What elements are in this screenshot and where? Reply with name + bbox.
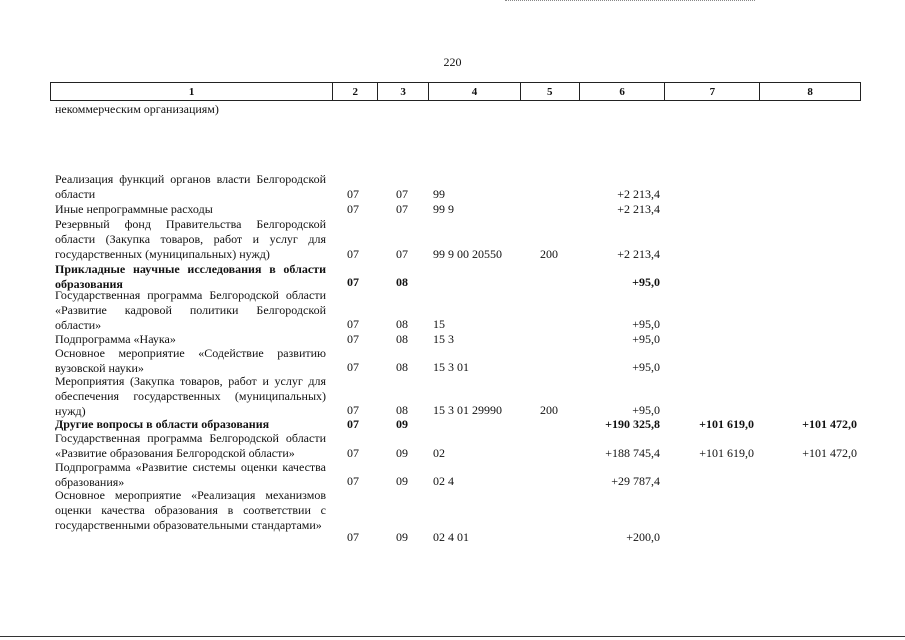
row-c6: +2 213,4 <box>617 187 660 201</box>
row-description: Реализация функций органов власти Белгородской области <box>55 172 326 201</box>
row-c2: 07 <box>347 275 359 289</box>
header-col-4: 4 <box>429 83 521 100</box>
row-c3: 08 <box>396 403 408 417</box>
row-c4: 15 <box>433 317 445 331</box>
row-c6: +2 213,4 <box>617 247 660 261</box>
header-col-3: 3 <box>378 83 429 100</box>
header-col-5: 5 <box>521 83 580 100</box>
page-number: 220 <box>443 55 462 69</box>
row-c4: 02 <box>433 446 445 460</box>
row-c4: 15 3 01 <box>433 360 469 374</box>
continuation-text: некоммерческим организациям) <box>55 102 219 116</box>
row-description: Резервный фонд Правительства Белгородской области (Закупка товаров, работ и услуг для государственных (муниципальных) нужд) <box>55 217 326 261</box>
row-description: Подпрограмма «Наука» <box>55 332 176 346</box>
row-c2: 07 <box>347 360 359 374</box>
header-col-7: 7 <box>665 83 760 100</box>
row-c3: 08 <box>396 360 408 374</box>
row-c4: 99 9 <box>433 202 454 216</box>
row-c6: +29 787,4 <box>611 474 660 488</box>
row-c6: +95,0 <box>632 360 660 374</box>
row-c2: 07 <box>347 403 359 417</box>
row-c2: 07 <box>347 202 359 216</box>
row-c3: 07 <box>396 247 408 261</box>
row-c4: 02 4 <box>433 474 454 488</box>
row-c5: 200 <box>540 247 558 261</box>
top-scan-line <box>505 0 755 3</box>
row-c3: 07 <box>396 187 408 201</box>
table-header <box>50 82 861 101</box>
row-c6: +95,0 <box>632 317 660 331</box>
row-c4: 02 4 01 <box>433 530 469 544</box>
row-c3: 07 <box>396 202 408 216</box>
row-description: Государственная программа Белгородской области «Развитие кадровой политики Белгородской области» <box>55 288 326 332</box>
row-c3: 08 <box>396 332 408 346</box>
row-c6: +200,0 <box>626 530 660 544</box>
row-c2: 07 <box>347 446 359 460</box>
row-c2: 07 <box>347 332 359 346</box>
row-c6: +95,0 <box>632 332 660 346</box>
bottom-scan-line <box>0 636 905 637</box>
row-description: Иные непрограммные расходы <box>55 202 213 216</box>
row-c2: 07 <box>347 530 359 544</box>
row-c3: 09 <box>396 474 408 488</box>
row-c3: 09 <box>396 530 408 544</box>
row-c6: +95,0 <box>632 403 660 417</box>
row-c8: +101 472,0 <box>802 417 857 431</box>
row-c5: 200 <box>540 403 558 417</box>
row-c3: 09 <box>396 446 408 460</box>
header-col-6: 6 <box>580 83 666 100</box>
row-c2: 07 <box>347 474 359 488</box>
row-c4: 99 9 00 20550 <box>433 247 502 261</box>
row-description: Основное мероприятие «Реализация механизмов оценки качества образования в соответствии с государственными образовательными стандартами» <box>55 488 326 532</box>
row-c6: +188 745,4 <box>605 446 660 460</box>
row-description: Прикладные научные исследования в области образования <box>55 262 326 291</box>
row-description: Государственная программа Белгородской области «Развитие образования Белгородской области» <box>55 431 326 460</box>
header-col-2: 2 <box>333 83 378 100</box>
row-c2: 07 <box>347 317 359 331</box>
row-c7: +101 619,0 <box>699 417 754 431</box>
row-c7: +101 619,0 <box>699 446 754 460</box>
row-description: Другие вопросы в области образования <box>55 417 270 431</box>
row-c2: 07 <box>347 247 359 261</box>
row-c6: +95,0 <box>632 275 660 289</box>
row-c2: 07 <box>347 417 359 431</box>
row-description: Мероприятия (Закупка товаров, работ и услуг для обеспечения государственных (муниципальных) нужд) <box>55 374 326 418</box>
header-col-8: 8 <box>807 86 813 98</box>
row-description: Подпрограмма «Развитие системы оценки качества образования» <box>55 460 326 489</box>
row-c3: 09 <box>396 417 408 431</box>
row-c4: 15 3 01 29990 <box>433 403 502 417</box>
row-c3: 08 <box>396 317 408 331</box>
row-c4: 15 3 <box>433 332 454 346</box>
row-c2: 07 <box>347 187 359 201</box>
header-col-1: 1 <box>51 83 333 100</box>
row-description: Основное мероприятие «Содействие развитию вузовской науки» <box>55 346 326 375</box>
row-c8: +101 472,0 <box>802 446 857 460</box>
row-c6: +2 213,4 <box>617 202 660 216</box>
row-c3: 08 <box>396 275 408 289</box>
row-c4: 99 <box>433 187 445 201</box>
row-c6: +190 325,8 <box>605 417 660 431</box>
